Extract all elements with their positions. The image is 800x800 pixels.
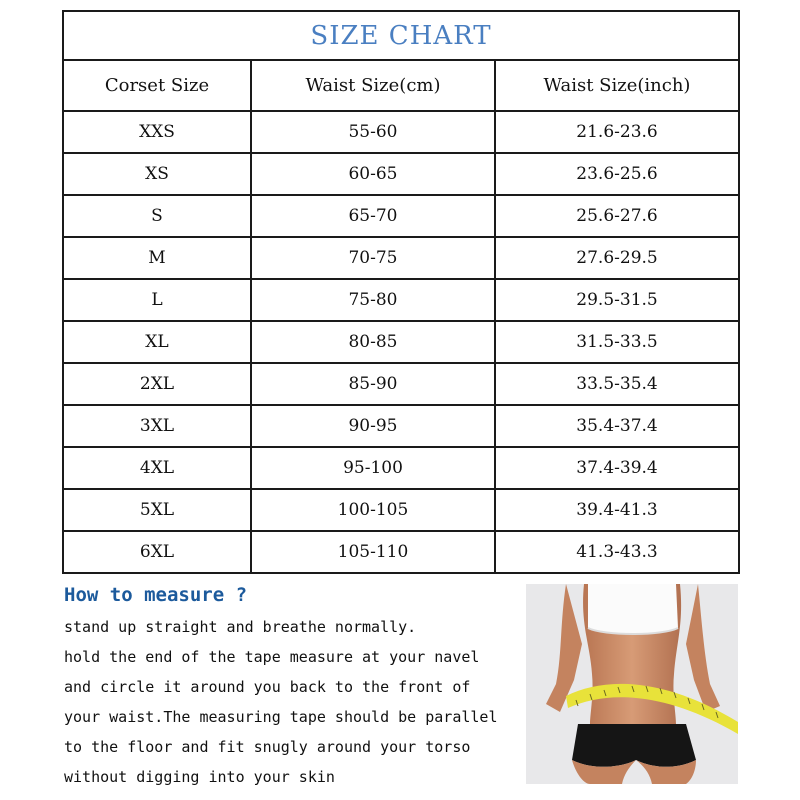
- instruction-line: without digging into your skin: [64, 768, 335, 786]
- table-row: [63, 111, 739, 153]
- measure-instructions: [64, 612, 520, 792]
- title-row: [63, 11, 739, 60]
- waist-cm-cell: 55-60: [251, 111, 495, 153]
- header-row: [63, 60, 739, 111]
- corset-size-cell: M: [63, 237, 251, 279]
- waist-cm-cell: 70-75: [251, 237, 495, 279]
- waist-inch-cell: 27.6-29.5: [495, 237, 739, 279]
- instruction-line: stand up straight and breathe normally.: [64, 618, 417, 636]
- header-corset-size: Corset Size: [63, 60, 251, 111]
- table-row: [63, 531, 739, 573]
- how-to-measure-title: How to measure ?: [64, 584, 248, 606]
- black-shorts: [572, 724, 696, 767]
- instruction-line: and circle it around you back to the front of: [64, 678, 471, 696]
- corset-size-cell: L: [63, 279, 251, 321]
- waist-inch-cell: 41.3-43.3: [495, 531, 739, 573]
- corset-size-cell: XS: [63, 153, 251, 195]
- instruction-line: hold the end of the tape measure at your navel: [64, 648, 480, 666]
- header-waist-inch: Waist Size(inch): [495, 60, 739, 111]
- waist-cm-cell: 75-80: [251, 279, 495, 321]
- corset-size-cell: XL: [63, 321, 251, 363]
- instruction-line: to the floor and fit snugly around your torso: [64, 738, 471, 756]
- model-illustration: [526, 584, 738, 784]
- corset-size-cell: 3XL: [63, 405, 251, 447]
- waist-inch-cell: 25.6-27.6: [495, 195, 739, 237]
- table-row: [63, 489, 739, 531]
- table-row: [63, 153, 739, 195]
- waist-inch-cell: 31.5-33.5: [495, 321, 739, 363]
- corset-size-cell: 4XL: [63, 447, 251, 489]
- waist-cm-cell: 100-105: [251, 489, 495, 531]
- waist-measuring-photo: [526, 584, 738, 784]
- waist-cm-cell: 80-85: [251, 321, 495, 363]
- header-waist-cm: Waist Size(cm): [251, 60, 495, 111]
- waist-inch-cell: 33.5-35.4: [495, 363, 739, 405]
- waist-cm-cell: 65-70: [251, 195, 495, 237]
- waist-inch-cell: 23.6-25.6: [495, 153, 739, 195]
- waist-inch-cell: 29.5-31.5: [495, 279, 739, 321]
- waist-cm-cell: 60-65: [251, 153, 495, 195]
- waist-cm-cell: 95-100: [251, 447, 495, 489]
- waist-cm-cell: 105-110: [251, 531, 495, 573]
- table-row: [63, 447, 739, 489]
- table-row: [63, 363, 739, 405]
- waist-inch-cell: 39.4-41.3: [495, 489, 739, 531]
- corset-size-cell: 2XL: [63, 363, 251, 405]
- waist-inch-cell: 21.6-23.6: [495, 111, 739, 153]
- table-row: [63, 237, 739, 279]
- size-chart-table: [62, 10, 740, 574]
- corset-size-cell: 5XL: [63, 489, 251, 531]
- table-row: [63, 405, 739, 447]
- waist-inch-cell: 35.4-37.4: [495, 405, 739, 447]
- waist-cm-cell: 85-90: [251, 363, 495, 405]
- table-row: [63, 321, 739, 363]
- white-top: [588, 584, 678, 634]
- waist-inch-cell: 37.4-39.4: [495, 447, 739, 489]
- table-row: [63, 279, 739, 321]
- corset-size-cell: S: [63, 195, 251, 237]
- instruction-line: your waist.The measuring tape should be parallel: [64, 708, 498, 726]
- table-row: [63, 195, 739, 237]
- chart-title: SIZE CHART: [63, 11, 739, 60]
- corset-size-cell: XXS: [63, 111, 251, 153]
- corset-size-cell: 6XL: [63, 531, 251, 573]
- waist-cm-cell: 90-95: [251, 405, 495, 447]
